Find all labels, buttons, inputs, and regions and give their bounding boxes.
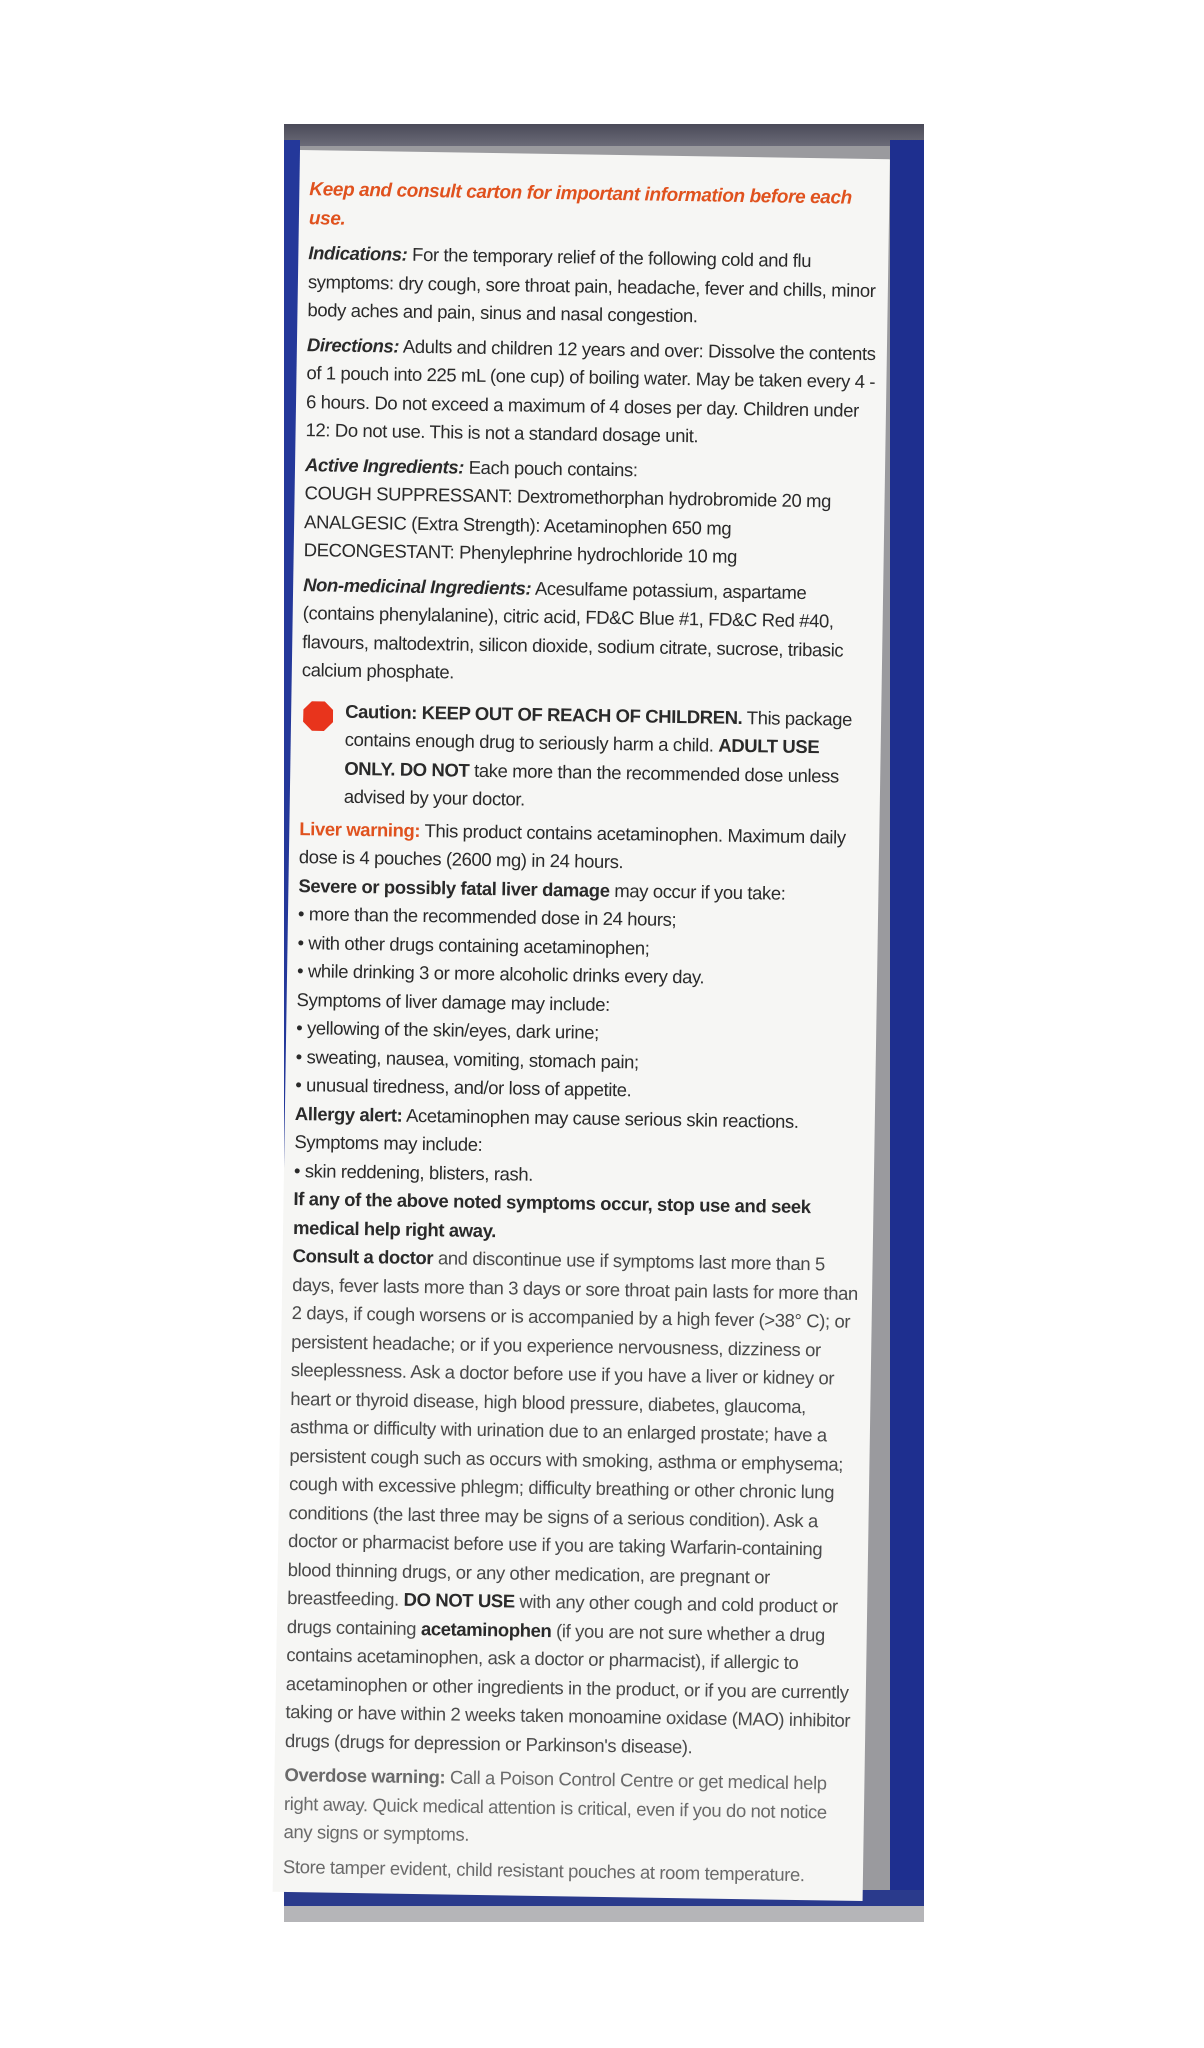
liver-warning-text: This product contains acetaminophen. Maximum daily dose is 4 pouches (2600 mg) in 24 hours. xyxy=(298,819,846,873)
list-item: • unusual tiredness, and/or loss of appetite. xyxy=(295,1071,867,1108)
indications-section xyxy=(307,239,880,333)
consult-text-2: with any other cough and cold product or drugs containing xyxy=(286,1590,838,1639)
allergy-symptoms-intro: Symptoms may include: xyxy=(294,1131,483,1155)
nonmedicinal-label: Non-medicinal Ingredients: xyxy=(303,573,532,599)
caution-bold: ADULT USE ONLY. DO NOT xyxy=(344,734,820,781)
overdose-label: Overdose warning: xyxy=(284,1763,446,1788)
label-panel xyxy=(273,150,890,1901)
liver-symptoms-intro: Symptoms of liver damage may include: xyxy=(296,988,610,1015)
carton-top-edge xyxy=(284,124,924,146)
stop-use-warning: If any of the above noted symptoms occur, stop use and seek medical help right away. xyxy=(292,1188,811,1241)
active-intro: Each pouch contains: xyxy=(468,456,638,480)
indications-label: Indications: xyxy=(308,242,408,265)
allergy-label: Allergy alert: xyxy=(294,1102,403,1126)
carton-bottom-edge xyxy=(284,1906,924,1922)
active-line: ANALGESIC (Extra Strength): Acetaminophen 650 mg xyxy=(304,510,732,539)
severe-damage-label: Severe or possibly fatal liver damage xyxy=(298,874,610,901)
caution-text: This package contains enough drug to seriously harm a child. xyxy=(344,706,853,756)
caution-section xyxy=(300,697,874,820)
consult-doctor-section xyxy=(285,1242,865,1764)
do-not-use-label: DO NOT USE xyxy=(403,1588,515,1612)
list-item: • yellowing of the skin/eyes, dark urine; xyxy=(296,1014,868,1051)
directions-label: Directions: xyxy=(306,333,400,357)
nonmedicinal-section xyxy=(302,571,876,694)
list-item: • sweating, nausea, vomiting, stomach pain; xyxy=(296,1043,868,1080)
stop-sign-icon xyxy=(303,701,333,731)
header-notice: Keep and consult carton for important information before each use. xyxy=(308,179,852,230)
active-ingredients-section xyxy=(303,451,877,574)
storage-note: Store tamper evident, child resistant pouches at room temperature. xyxy=(282,1855,805,1885)
liver-risk-list xyxy=(297,900,870,994)
acetaminophen-label: acetaminophen xyxy=(420,1617,552,1641)
directions-text: Adults and children 12 years and over: Dissolve the contents of 1 pouch into 225 mL (one cup) of boiling water. May be taken every 4 - 6 hours. Do not exceed a maximum of 4 doses per day. Children under 12: Do not use. This is not a standard dosage unit. xyxy=(305,335,876,447)
consult-text-3: (if you are not sure whether a drug contains acetaminophen, ask a doctor or pharmacist), if allergic to acetaminophen or other ingredients in the product, or if you are currently taking or have within 2 weeks taken monoamine oxidase (MAO) inhibitor drugs (drugs for depression or Parkinson's disease). xyxy=(284,1619,851,1757)
liver-symptoms-list xyxy=(295,1014,868,1108)
liver-warning-section xyxy=(295,815,871,1109)
indications-text: For the temporary relief of the following cold and flu symptoms: dry cough, sore throat pain, headache, fever and chills, minor body aches and pain, sinus and nasal congestion. xyxy=(307,243,876,327)
allergy-text: Acetaminophen may cause serious skin reactions. xyxy=(405,1104,799,1132)
severe-damage-text: may occur if you take: xyxy=(614,879,786,904)
directions-section xyxy=(305,331,879,454)
caution-label: Caution: KEEP OUT OF REACH OF CHILDREN. xyxy=(345,700,743,728)
list-item: • while drinking 3 or more alcoholic drinks every day. xyxy=(297,957,869,994)
list-item: • with other drugs containing acetaminophen; xyxy=(297,929,869,966)
active-label: Active Ingredients: xyxy=(304,453,465,478)
liver-warning-label: Liver warning: xyxy=(299,817,421,841)
overdose-section xyxy=(283,1761,856,1855)
active-line: DECONGESTANT: Phenylephrine hydrochloride 10 mg xyxy=(303,539,738,567)
nonmedicinal-text: Acesulfame potassium, aspartame (contains phenylalanine), citric acid, FD&C Blue #1, FD&C Red #40, flavours, maltodextrin, silicon dioxide, sodium citrate, sucrose, tribasic calcium phosphate. xyxy=(301,577,844,683)
consult-text: and discontinue use if symptoms last more than 5 days, fever lasts more than 3 days or sore throat pain lasts for more than 2 days, if cough worsens or is accompanied by a high fever (>38° C); or persistent headache; or if you experience nervousness, dizziness or sleeplessness. Ask a doctor before use if you have a liver or kidney or heart or thyroid disease, high blood pressure, diabetes, glaucoma, asthma or difficulty with urination due to an enlarged prostate; have a persistent cough such as occurs with smoking, asthma or emphysema; cough with excessive phlegm; difficulty breathing or other chronic lung conditions (the last three may be signs of a serious condition). Ask a doctor or pharmacist before use if you are taking Warfarin-containing blood thinning drugs, or any other medication, are pregnant or breastfeeding. xyxy=(287,1247,859,1610)
caution-text-2: take more than the recommended dose unless advised by your doctor. xyxy=(343,759,839,810)
overdose-text: Call a Poison Control Centre or get medical help right away. Quick medical attention is critical, even if you do not notice any signs or symptoms. xyxy=(283,1766,827,1845)
carton-blue-right-edge xyxy=(890,140,924,1906)
list-item: • skin reddening, blisters, rash. xyxy=(294,1157,866,1194)
list-item: • more than the recommended dose in 24 hours; xyxy=(298,900,870,937)
allergy-section xyxy=(294,1100,867,1194)
active-line: COUGH SUPPRESSANT: Dextromethorphan hydrobromide 20 mg xyxy=(304,482,832,512)
consult-label: Consult a doctor xyxy=(292,1245,434,1269)
